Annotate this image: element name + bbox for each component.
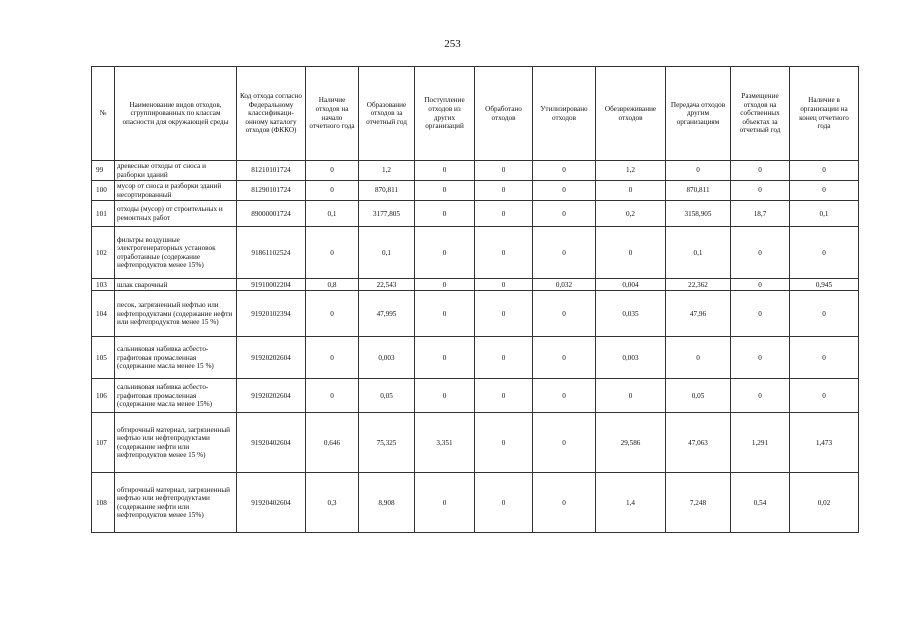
header-utilized: Утилизировано отходов <box>533 67 596 161</box>
cell-transferred: 22,362 <box>666 279 731 291</box>
cell-start-balance: 0 <box>306 161 359 181</box>
header-placed: Размещение отходов на собственных объектах за отчетный год <box>731 67 790 161</box>
cell-start-balance: 0 <box>306 379 359 413</box>
cell-fkko-code: 81210101724 <box>237 161 306 181</box>
table-row <box>92 279 859 291</box>
cell-utilized: 0 <box>533 413 596 473</box>
cell-end-balance: 0 <box>790 379 859 413</box>
cell-processed: 0 <box>475 379 533 413</box>
cell-utilized: 0,032 <box>533 279 596 291</box>
cell-waste-name: песок, загрязненный нефтью или нефтепродуктами (содержание нефти или нефтепродуктов менее 15 %) <box>115 291 237 337</box>
table-row <box>92 379 859 413</box>
cell-placed: 0,54 <box>731 473 790 533</box>
cell-neutralized: 0,004 <box>596 279 666 291</box>
cell-waste-name: фильтры воздушные электрогенераторных установок отработанные (содержание нефтепродуктов менее 15%) <box>115 227 237 279</box>
cell-processed: 0 <box>475 181 533 201</box>
cell-end-balance: 0,1 <box>790 201 859 227</box>
header-row <box>92 67 859 161</box>
cell-placed: 0 <box>731 337 790 379</box>
cell-placed: 0 <box>731 379 790 413</box>
cell-waste-name: шлак сварочный <box>115 279 237 291</box>
cell-transferred: 0,05 <box>666 379 731 413</box>
cell-transferred: 0,1 <box>666 227 731 279</box>
cell-start-balance: 0 <box>306 337 359 379</box>
cell-transferred: 0 <box>666 161 731 181</box>
cell-end-balance: 0 <box>790 337 859 379</box>
waste-table <box>91 66 859 533</box>
cell-received: 0 <box>415 181 475 201</box>
page-number: 253 <box>444 38 461 50</box>
cell-fkko-code: 91910002204 <box>237 279 306 291</box>
header-fkko-code: Код отхода согласно Федеральному классификаци-онному каталогу отходов (ФККО) <box>237 67 306 161</box>
cell-utilized: 0 <box>533 161 596 181</box>
cell-generated: 1,2 <box>359 161 415 181</box>
cell-end-balance: 0,02 <box>790 473 859 533</box>
table-row <box>92 337 859 379</box>
cell-processed: 0 <box>475 337 533 379</box>
cell-received: 0 <box>415 227 475 279</box>
table-row <box>92 291 859 337</box>
cell-transferred: 870,811 <box>666 181 731 201</box>
header-transferred: Передача отходов другим организациям <box>666 67 731 161</box>
cell-row-number: 103 <box>92 279 115 291</box>
cell-fkko-code: 91920402604 <box>237 473 306 533</box>
cell-received: 0 <box>415 379 475 413</box>
header-processed: Обработано отходов <box>475 67 533 161</box>
cell-fkko-code: 91920202604 <box>237 337 306 379</box>
cell-utilized: 0 <box>533 337 596 379</box>
cell-start-balance: 0 <box>306 227 359 279</box>
cell-waste-name: сальниковая набивка асбесто-графитовая промасленная (содержание масла менее 15%) <box>115 379 237 413</box>
table-row <box>92 201 859 227</box>
cell-row-number: 104 <box>92 291 115 337</box>
cell-received: 3,351 <box>415 413 475 473</box>
cell-utilized: 0 <box>533 201 596 227</box>
cell-generated: 22,543 <box>359 279 415 291</box>
cell-row-number: 106 <box>92 379 115 413</box>
cell-neutralized: 0,2 <box>596 201 666 227</box>
cell-neutralized: 29,586 <box>596 413 666 473</box>
cell-start-balance: 0,1 <box>306 201 359 227</box>
cell-waste-name: сальниковая набивка асбесто-графитовая промасленная (содержание масла менее 15 %) <box>115 337 237 379</box>
cell-end-balance: 0 <box>790 181 859 201</box>
cell-transferred: 3158,905 <box>666 201 731 227</box>
cell-start-balance: 0,646 <box>306 413 359 473</box>
cell-placed: 0 <box>731 227 790 279</box>
cell-processed: 0 <box>475 201 533 227</box>
cell-received: 0 <box>415 279 475 291</box>
cell-received: 0 <box>415 337 475 379</box>
cell-utilized: 0 <box>533 473 596 533</box>
cell-processed: 0 <box>475 291 533 337</box>
cell-row-number: 108 <box>92 473 115 533</box>
cell-neutralized: 1,4 <box>596 473 666 533</box>
cell-row-number: 107 <box>92 413 115 473</box>
cell-generated: 0,05 <box>359 379 415 413</box>
header-received: Поступление отходов из других организаций <box>415 67 475 161</box>
cell-generated: 3177,805 <box>359 201 415 227</box>
cell-end-balance: 0,945 <box>790 279 859 291</box>
cell-received: 0 <box>415 201 475 227</box>
cell-neutralized: 0 <box>596 181 666 201</box>
cell-end-balance: 0 <box>790 161 859 181</box>
table-row <box>92 161 859 181</box>
cell-fkko-code: 91920102394 <box>237 291 306 337</box>
cell-generated: 0,1 <box>359 227 415 279</box>
cell-generated: 870,811 <box>359 181 415 201</box>
header-number: № <box>92 67 115 161</box>
cell-neutralized: 1,2 <box>596 161 666 181</box>
table-body <box>92 161 859 533</box>
cell-placed: 0 <box>731 161 790 181</box>
cell-placed: 0 <box>731 279 790 291</box>
cell-placed: 18,7 <box>731 201 790 227</box>
cell-row-number: 102 <box>92 227 115 279</box>
cell-processed: 0 <box>475 161 533 181</box>
cell-generated: 8,908 <box>359 473 415 533</box>
cell-end-balance: 0 <box>790 291 859 337</box>
cell-utilized: 0 <box>533 291 596 337</box>
cell-placed: 0 <box>731 181 790 201</box>
cell-fkko-code: 91920402604 <box>237 413 306 473</box>
cell-generated: 47,995 <box>359 291 415 337</box>
cell-start-balance: 0,8 <box>306 279 359 291</box>
cell-waste-name: древесные отходы от сноса и разборки зданий <box>115 161 237 181</box>
cell-start-balance: 0 <box>306 181 359 201</box>
cell-start-balance: 0 <box>306 291 359 337</box>
cell-received: 0 <box>415 291 475 337</box>
cell-start-balance: 0,3 <box>306 473 359 533</box>
cell-generated: 75,325 <box>359 413 415 473</box>
cell-placed: 1,291 <box>731 413 790 473</box>
cell-neutralized: 0 <box>596 227 666 279</box>
cell-received: 0 <box>415 161 475 181</box>
cell-transferred: 7,248 <box>666 473 731 533</box>
cell-transferred: 47,96 <box>666 291 731 337</box>
cell-row-number: 101 <box>92 201 115 227</box>
cell-fkko-code: 89000001724 <box>237 201 306 227</box>
header-neutralized: Обезвреживание отходов <box>596 67 666 161</box>
cell-row-number: 99 <box>92 161 115 181</box>
cell-processed: 0 <box>475 413 533 473</box>
cell-fkko-code: 91861102524 <box>237 227 306 279</box>
cell-neutralized: 0 <box>596 379 666 413</box>
cell-waste-name: мусор от сноса и разборки зданий несортированный <box>115 181 237 201</box>
cell-end-balance: 1,473 <box>790 413 859 473</box>
cell-processed: 0 <box>475 279 533 291</box>
cell-utilized: 0 <box>533 227 596 279</box>
cell-processed: 0 <box>475 473 533 533</box>
header-start-balance: Наличие отходов на начало отчетного года <box>306 67 359 161</box>
cell-waste-name: обтирочный материал, загрязненный нефтью или нефтепродуктами (содержание нефти или нефтепродуктов менее 15 %) <box>115 413 237 473</box>
cell-transferred: 0 <box>666 337 731 379</box>
cell-neutralized: 0,003 <box>596 337 666 379</box>
cell-generated: 0,003 <box>359 337 415 379</box>
table-row <box>92 473 859 533</box>
table-row <box>92 227 859 279</box>
cell-transferred: 47,063 <box>666 413 731 473</box>
cell-placed: 0 <box>731 291 790 337</box>
table-row <box>92 413 859 473</box>
cell-fkko-code: 91920202604 <box>237 379 306 413</box>
header-generated: Образование отходов за отчетный год <box>359 67 415 161</box>
cell-processed: 0 <box>475 227 533 279</box>
cell-utilized: 0 <box>533 181 596 201</box>
cell-waste-name: отходы (мусор) от строительных и ремонтных работ <box>115 201 237 227</box>
header-waste-name: Наименование видов отходов, сгруппированных по классам опасности для окружающей среды <box>115 67 237 161</box>
cell-row-number: 100 <box>92 181 115 201</box>
header-end-balance: Наличие в организации на конец отчетного года <box>790 67 859 161</box>
table-row <box>92 181 859 201</box>
cell-neutralized: 0,035 <box>596 291 666 337</box>
cell-fkko-code: 81290101724 <box>237 181 306 201</box>
cell-waste-name: обтирочный материал, загрязненный нефтью или нефтепродуктами (содержание нефти или нефтепродуктов менее 15%) <box>115 473 237 533</box>
cell-received: 0 <box>415 473 475 533</box>
cell-utilized: 0 <box>533 379 596 413</box>
cell-row-number: 105 <box>92 337 115 379</box>
cell-end-balance: 0 <box>790 227 859 279</box>
